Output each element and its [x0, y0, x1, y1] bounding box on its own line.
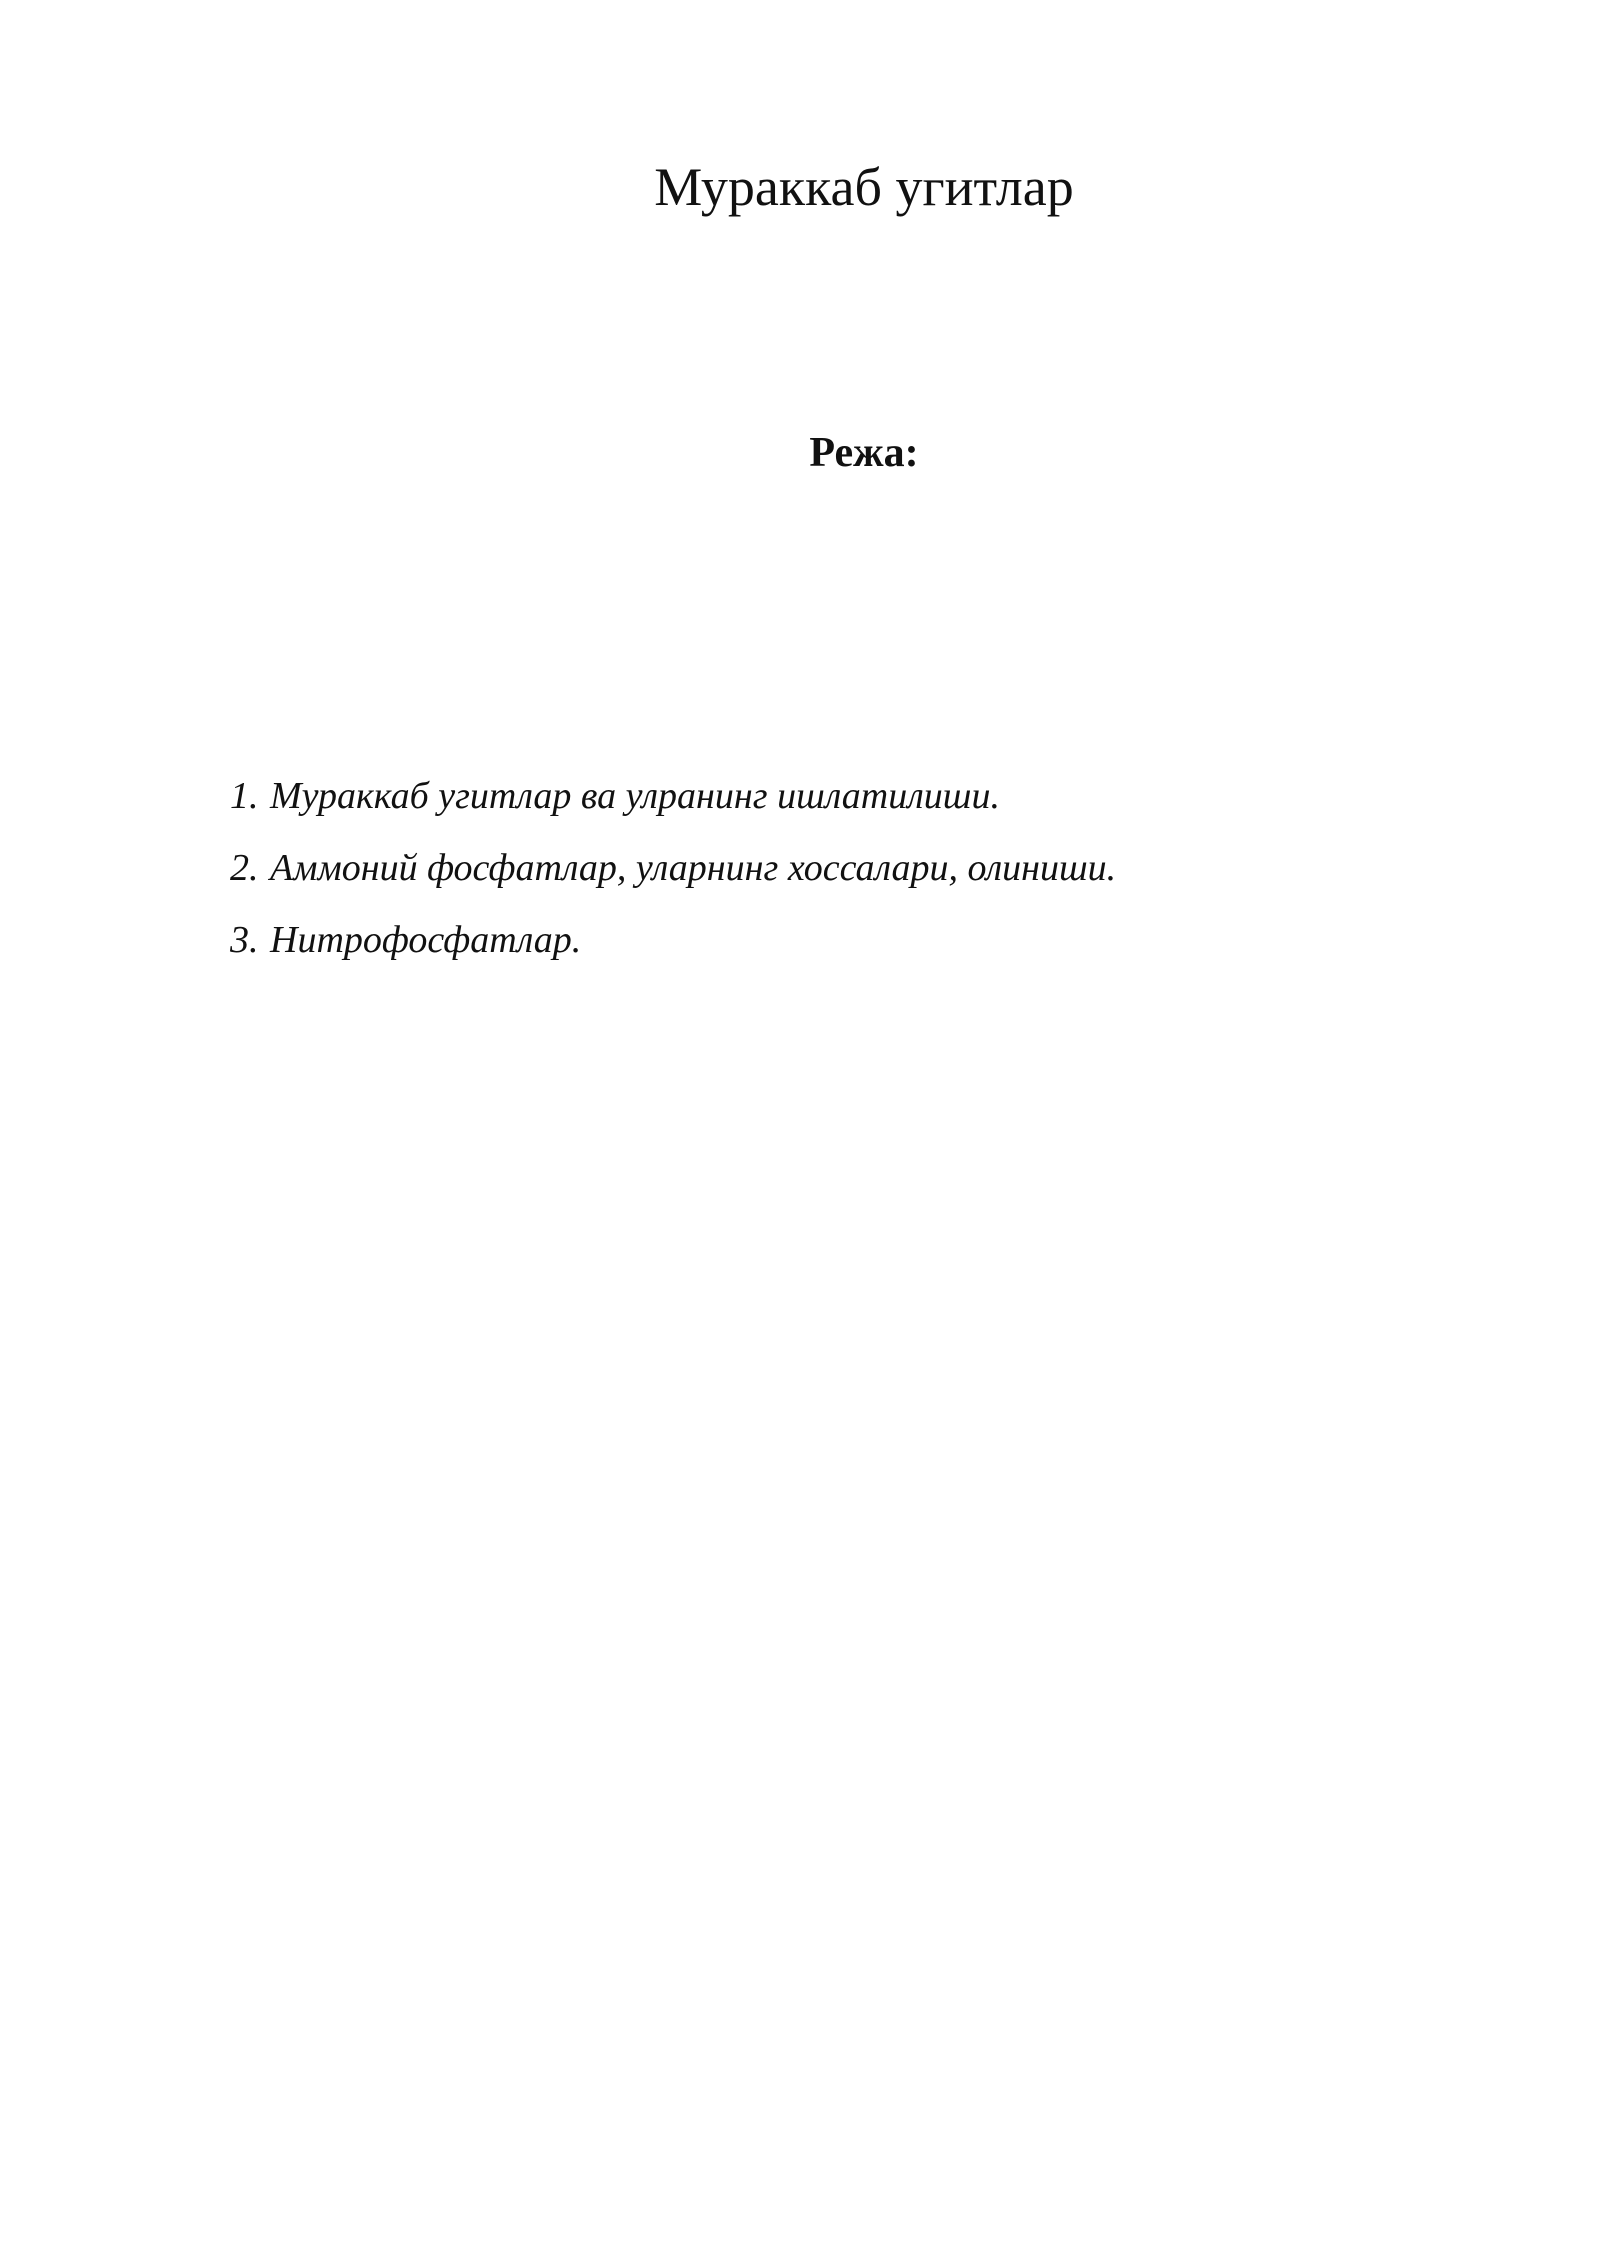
plan-item — [230, 832, 1480, 904]
document-title: Мураккаб угитлар — [654, 157, 1074, 217]
plan-heading: Режа: — [809, 430, 919, 476]
plan-item-number: 1. — [230, 775, 259, 817]
plan-item-text: Нитрофосфатлар. — [270, 919, 582, 961]
plan-item-number: 2. — [230, 847, 259, 889]
plan-item — [230, 904, 1480, 976]
plan-item-text: Мураккаб угитлар ва улранинг ишлатилиши. — [270, 775, 1000, 817]
plan-list — [230, 760, 1480, 976]
plan-item-number: 3. — [230, 919, 259, 961]
plan-item — [230, 760, 1480, 832]
plan-item-text: Аммоний фосфатлар, уларнинг хоссалари, олиниши. — [270, 847, 1117, 889]
